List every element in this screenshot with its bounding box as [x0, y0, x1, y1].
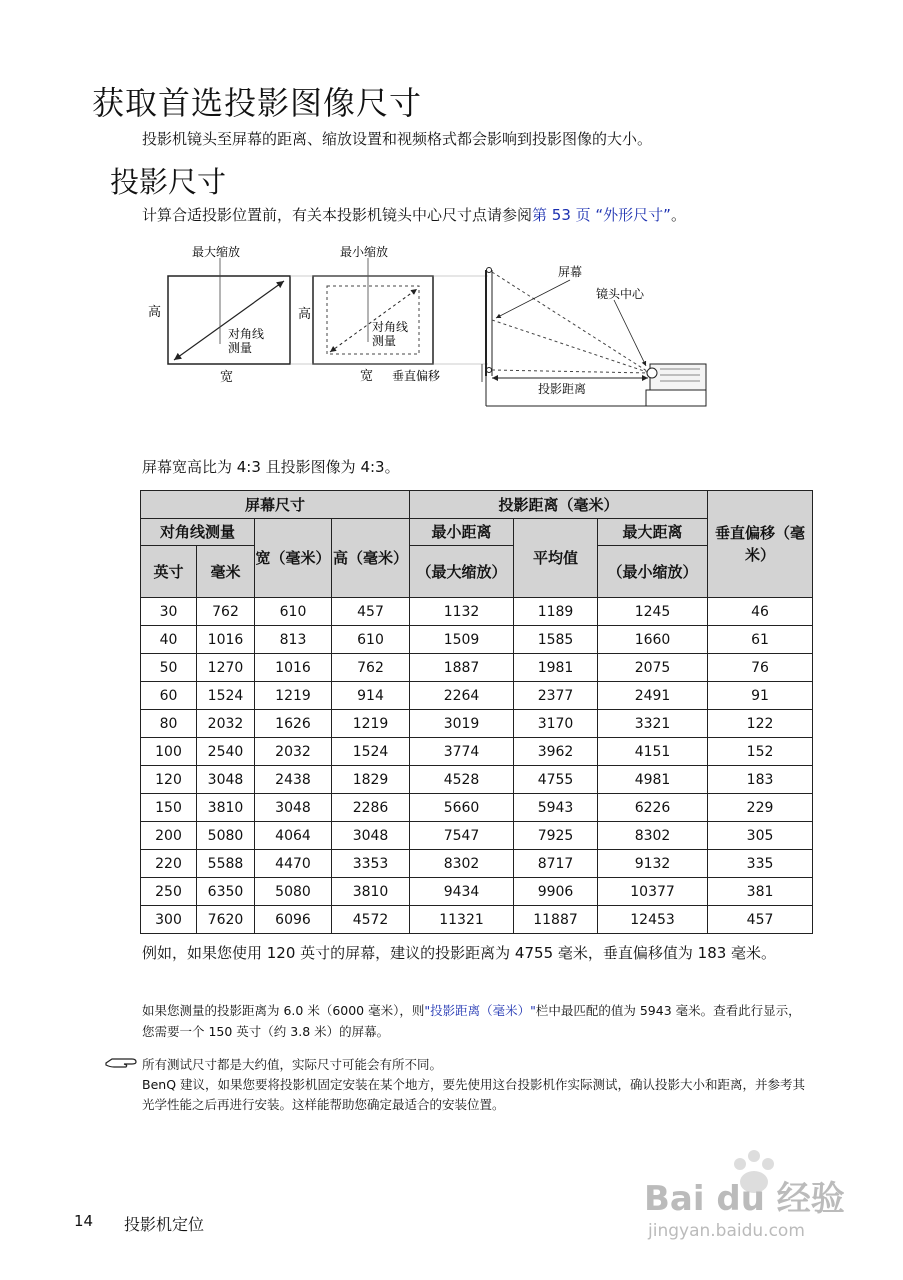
baidu-watermark — [640, 1142, 870, 1242]
table-cell: 5660 — [410, 794, 514, 822]
table-cell: 4755 — [514, 766, 598, 794]
table-cell: 3048 — [255, 794, 332, 822]
table-cell: 1219 — [255, 682, 332, 710]
table-cell: 5943 — [514, 794, 598, 822]
table-cell: 1829 — [332, 766, 410, 794]
th-diagonal: 对角线测量 — [141, 519, 255, 546]
table-cell: 3810 — [197, 794, 255, 822]
th-vertical-offset: 垂直偏移（毫米） — [708, 491, 813, 598]
th-max-distance: 最大距离 — [598, 519, 708, 546]
table-cell: 1887 — [410, 654, 514, 682]
table-cell: 610 — [332, 626, 410, 654]
table-row — [141, 598, 813, 626]
calc-text — [142, 204, 686, 225]
table-cell: 1626 — [255, 710, 332, 738]
projector-lens — [647, 368, 657, 378]
table-cell: 3048 — [197, 766, 255, 794]
page-title: 获取首选投影图像尺寸 — [92, 84, 423, 122]
measure-after: 栏中最匹配的值为 5943 毫米。查看此行显示，您需要一个 150 英寸（约 3.8 米）的屏幕。 — [142, 1003, 801, 1039]
table-cell: 3810 — [332, 878, 410, 906]
table-cell: 1016 — [197, 626, 255, 654]
table-cell: 7925 — [514, 822, 598, 850]
note-approximate: 所有测试尺寸都是大约值，实际尺寸可能会有所不同。 — [142, 1057, 443, 1072]
calc-text-before: 计算合适投影位置前，有关本投影机镜头中心尺寸点请参阅 — [142, 206, 533, 224]
table-cell: 12453 — [598, 906, 708, 934]
screen-top-point — [487, 268, 492, 273]
table-cell: 80 — [141, 710, 197, 738]
projection-table — [140, 490, 813, 934]
table-cell: 250 — [141, 878, 197, 906]
table-row — [141, 710, 813, 738]
section-title: 投影尺寸 — [110, 165, 227, 199]
beam-bottom — [492, 370, 650, 373]
table-cell: 610 — [255, 598, 332, 626]
measure-link[interactable]: "投影距离（毫米）" — [424, 1003, 536, 1018]
table-cell: 5080 — [197, 822, 255, 850]
th-projection-distance: 投影距离（毫米） — [410, 491, 708, 519]
table-cell: 150 — [141, 794, 197, 822]
aspect-note: 屏幕宽高比为 4:3 且投影图像为 4:3。 — [142, 458, 400, 476]
lens-leader — [614, 300, 646, 366]
beam-mid — [492, 320, 650, 373]
table-cell: 2377 — [514, 682, 598, 710]
table-cell: 9906 — [514, 878, 598, 906]
projector-stand — [646, 390, 706, 406]
table-row — [141, 682, 813, 710]
table-cell: 3048 — [332, 822, 410, 850]
th-mm: 毫米 — [197, 546, 255, 598]
table-cell: 2032 — [197, 710, 255, 738]
table-row — [141, 878, 813, 906]
table-cell: 61 — [708, 626, 813, 654]
table-cell: 2075 — [598, 654, 708, 682]
max-diagonal-line2: 测量 — [228, 341, 253, 355]
th-max-zoom: （最大缩放） — [410, 546, 514, 598]
table-row — [141, 766, 813, 794]
table-cell: 152 — [708, 738, 813, 766]
table-cell: 1016 — [255, 654, 332, 682]
table-cell: 1189 — [514, 598, 598, 626]
table-cell: 6226 — [598, 794, 708, 822]
min-height-label: 高 — [298, 307, 312, 322]
table-cell: 4470 — [255, 850, 332, 878]
table-row — [141, 794, 813, 822]
table-cell: 914 — [332, 682, 410, 710]
page-number: 14 — [74, 1212, 94, 1230]
th-screen-size: 屏幕尺寸 — [141, 491, 410, 519]
table-cell: 8302 — [410, 850, 514, 878]
dimensions-link[interactable]: 第 53 页 “外形尺寸” — [532, 206, 671, 224]
table-cell: 8302 — [598, 822, 708, 850]
example-text: 例如，如果您使用 120 英寸的屏幕，建议的投影距离为 4755 毫米，垂直偏移值为 183 毫米。 — [142, 944, 777, 962]
table-cell: 46 — [708, 598, 813, 626]
table-cell: 120 — [141, 766, 197, 794]
table-cell: 11321 — [410, 906, 514, 934]
table-cell: 762 — [332, 654, 410, 682]
th-inch: 英寸 — [141, 546, 197, 598]
table-cell: 762 — [197, 598, 255, 626]
max-height-label: 高 — [148, 305, 162, 320]
table-cell: 457 — [708, 906, 813, 934]
table-cell: 11887 — [514, 906, 598, 934]
table-cell: 183 — [708, 766, 813, 794]
th-height: 高（毫米） — [332, 519, 410, 598]
table-row — [141, 822, 813, 850]
table-cell: 5588 — [197, 850, 255, 878]
table-cell: 1245 — [598, 598, 708, 626]
table-cell: 10377 — [598, 878, 708, 906]
max-zoom-label: 最大缩放 — [192, 245, 241, 259]
table-cell: 3353 — [332, 850, 410, 878]
table-row — [141, 626, 813, 654]
table-cell: 220 — [141, 850, 197, 878]
table-cell: 2286 — [332, 794, 410, 822]
table-cell: 229 — [708, 794, 813, 822]
table-cell: 300 — [141, 906, 197, 934]
table-cell: 5080 — [255, 878, 332, 906]
table-cell: 1509 — [410, 626, 514, 654]
table-cell: 122 — [708, 710, 813, 738]
max-width-label: 宽 — [220, 370, 234, 385]
th-min-distance: 最小距离 — [410, 519, 514, 546]
table-cell: 6350 — [197, 878, 255, 906]
th-min-zoom: （最小缩放） — [598, 546, 708, 598]
table-row — [141, 906, 813, 934]
table-cell: 2491 — [598, 682, 708, 710]
table-cell: 7547 — [410, 822, 514, 850]
note-benq-advice: BenQ 建议，如果您要将投影机固定安装在某个地方，要先使用这台投影机作实际测试，确认投影大小和距离，并参考其光学性能之后再进行安装。这样能帮助您确定最适合的安装位置。 — [142, 1077, 806, 1112]
table-cell: 3019 — [410, 710, 514, 738]
table-cell: 2032 — [255, 738, 332, 766]
table-cell: 6096 — [255, 906, 332, 934]
table-cell: 200 — [141, 822, 197, 850]
table-cell: 3962 — [514, 738, 598, 766]
projection-distance-label: 投影距离 — [538, 382, 587, 396]
table-cell: 4572 — [332, 906, 410, 934]
table-cell: 40 — [141, 626, 197, 654]
page-footer-title: 投影机定位 — [124, 1215, 205, 1234]
table-row — [141, 654, 813, 682]
paw-toe-2 — [748, 1150, 760, 1162]
table-cell: 1524 — [197, 682, 255, 710]
table-cell: 1219 — [332, 710, 410, 738]
table-cell: 30 — [141, 598, 197, 626]
projector-body — [650, 364, 706, 390]
watermark-brand: Bai du 经验 — [644, 1179, 845, 1219]
projection-diagram — [140, 236, 720, 416]
table-cell: 91 — [708, 682, 813, 710]
table-cell: 1585 — [514, 626, 598, 654]
table-cell: 2264 — [410, 682, 514, 710]
table-cell: 4981 — [598, 766, 708, 794]
table-body — [141, 598, 813, 934]
measure-text — [142, 1000, 807, 1042]
pointing-hand-icon — [104, 1054, 138, 1072]
table-cell: 8717 — [514, 850, 598, 878]
table-cell: 9434 — [410, 878, 514, 906]
table-cell: 305 — [708, 822, 813, 850]
min-zoom-label: 最小缩放 — [340, 245, 389, 259]
table-cell: 1981 — [514, 654, 598, 682]
table-cell: 60 — [141, 682, 197, 710]
calc-text-after: 。 — [670, 206, 686, 224]
th-width: 宽（毫米） — [255, 519, 332, 598]
table-cell: 76 — [708, 654, 813, 682]
table-cell: 381 — [708, 878, 813, 906]
table-cell: 100 — [141, 738, 197, 766]
table-cell: 2540 — [197, 738, 255, 766]
table-cell: 4151 — [598, 738, 708, 766]
table-cell: 1132 — [410, 598, 514, 626]
table-cell: 813 — [255, 626, 332, 654]
measure-before: 如果您测量的投影距离为 6.0 米（6000 毫米），则 — [142, 1003, 425, 1018]
screen-bottom-point — [487, 368, 492, 373]
paw-toe-1 — [734, 1158, 746, 1170]
table-cell: 3774 — [410, 738, 514, 766]
table-cell: 1524 — [332, 738, 410, 766]
vertical-offset-label: 垂直偏移 — [392, 369, 441, 383]
table-cell: 50 — [141, 654, 197, 682]
table-cell: 335 — [708, 850, 813, 878]
table-cell: 7620 — [197, 906, 255, 934]
table-row — [141, 738, 813, 766]
min-diagonal-line2: 测量 — [372, 334, 397, 348]
screen-leader — [496, 280, 570, 318]
table-cell: 4528 — [410, 766, 514, 794]
table-cell: 457 — [332, 598, 410, 626]
th-average: 平均值 — [514, 519, 598, 598]
lens-center-label: 镜头中心 — [596, 287, 645, 301]
table-cell: 4064 — [255, 822, 332, 850]
table-cell: 3321 — [598, 710, 708, 738]
table-cell: 3170 — [514, 710, 598, 738]
max-diagonal-line1: 对角线 — [228, 327, 265, 341]
table-cell: 9132 — [598, 850, 708, 878]
table-cell: 2438 — [255, 766, 332, 794]
watermark-url: jingyan.baidu.com — [648, 1221, 805, 1241]
intro-text: 投影机镜头至屏幕的距离、缩放设置和视频格式都会影响到投影图像的大小。 — [142, 130, 653, 148]
table-cell: 1270 — [197, 654, 255, 682]
screen-label: 屏幕 — [558, 265, 583, 279]
table-cell: 1660 — [598, 626, 708, 654]
min-width-label: 宽 — [360, 369, 374, 384]
min-diagonal-line1: 对角线 — [372, 320, 409, 334]
table-row — [141, 850, 813, 878]
paw-toe-3 — [762, 1158, 774, 1170]
